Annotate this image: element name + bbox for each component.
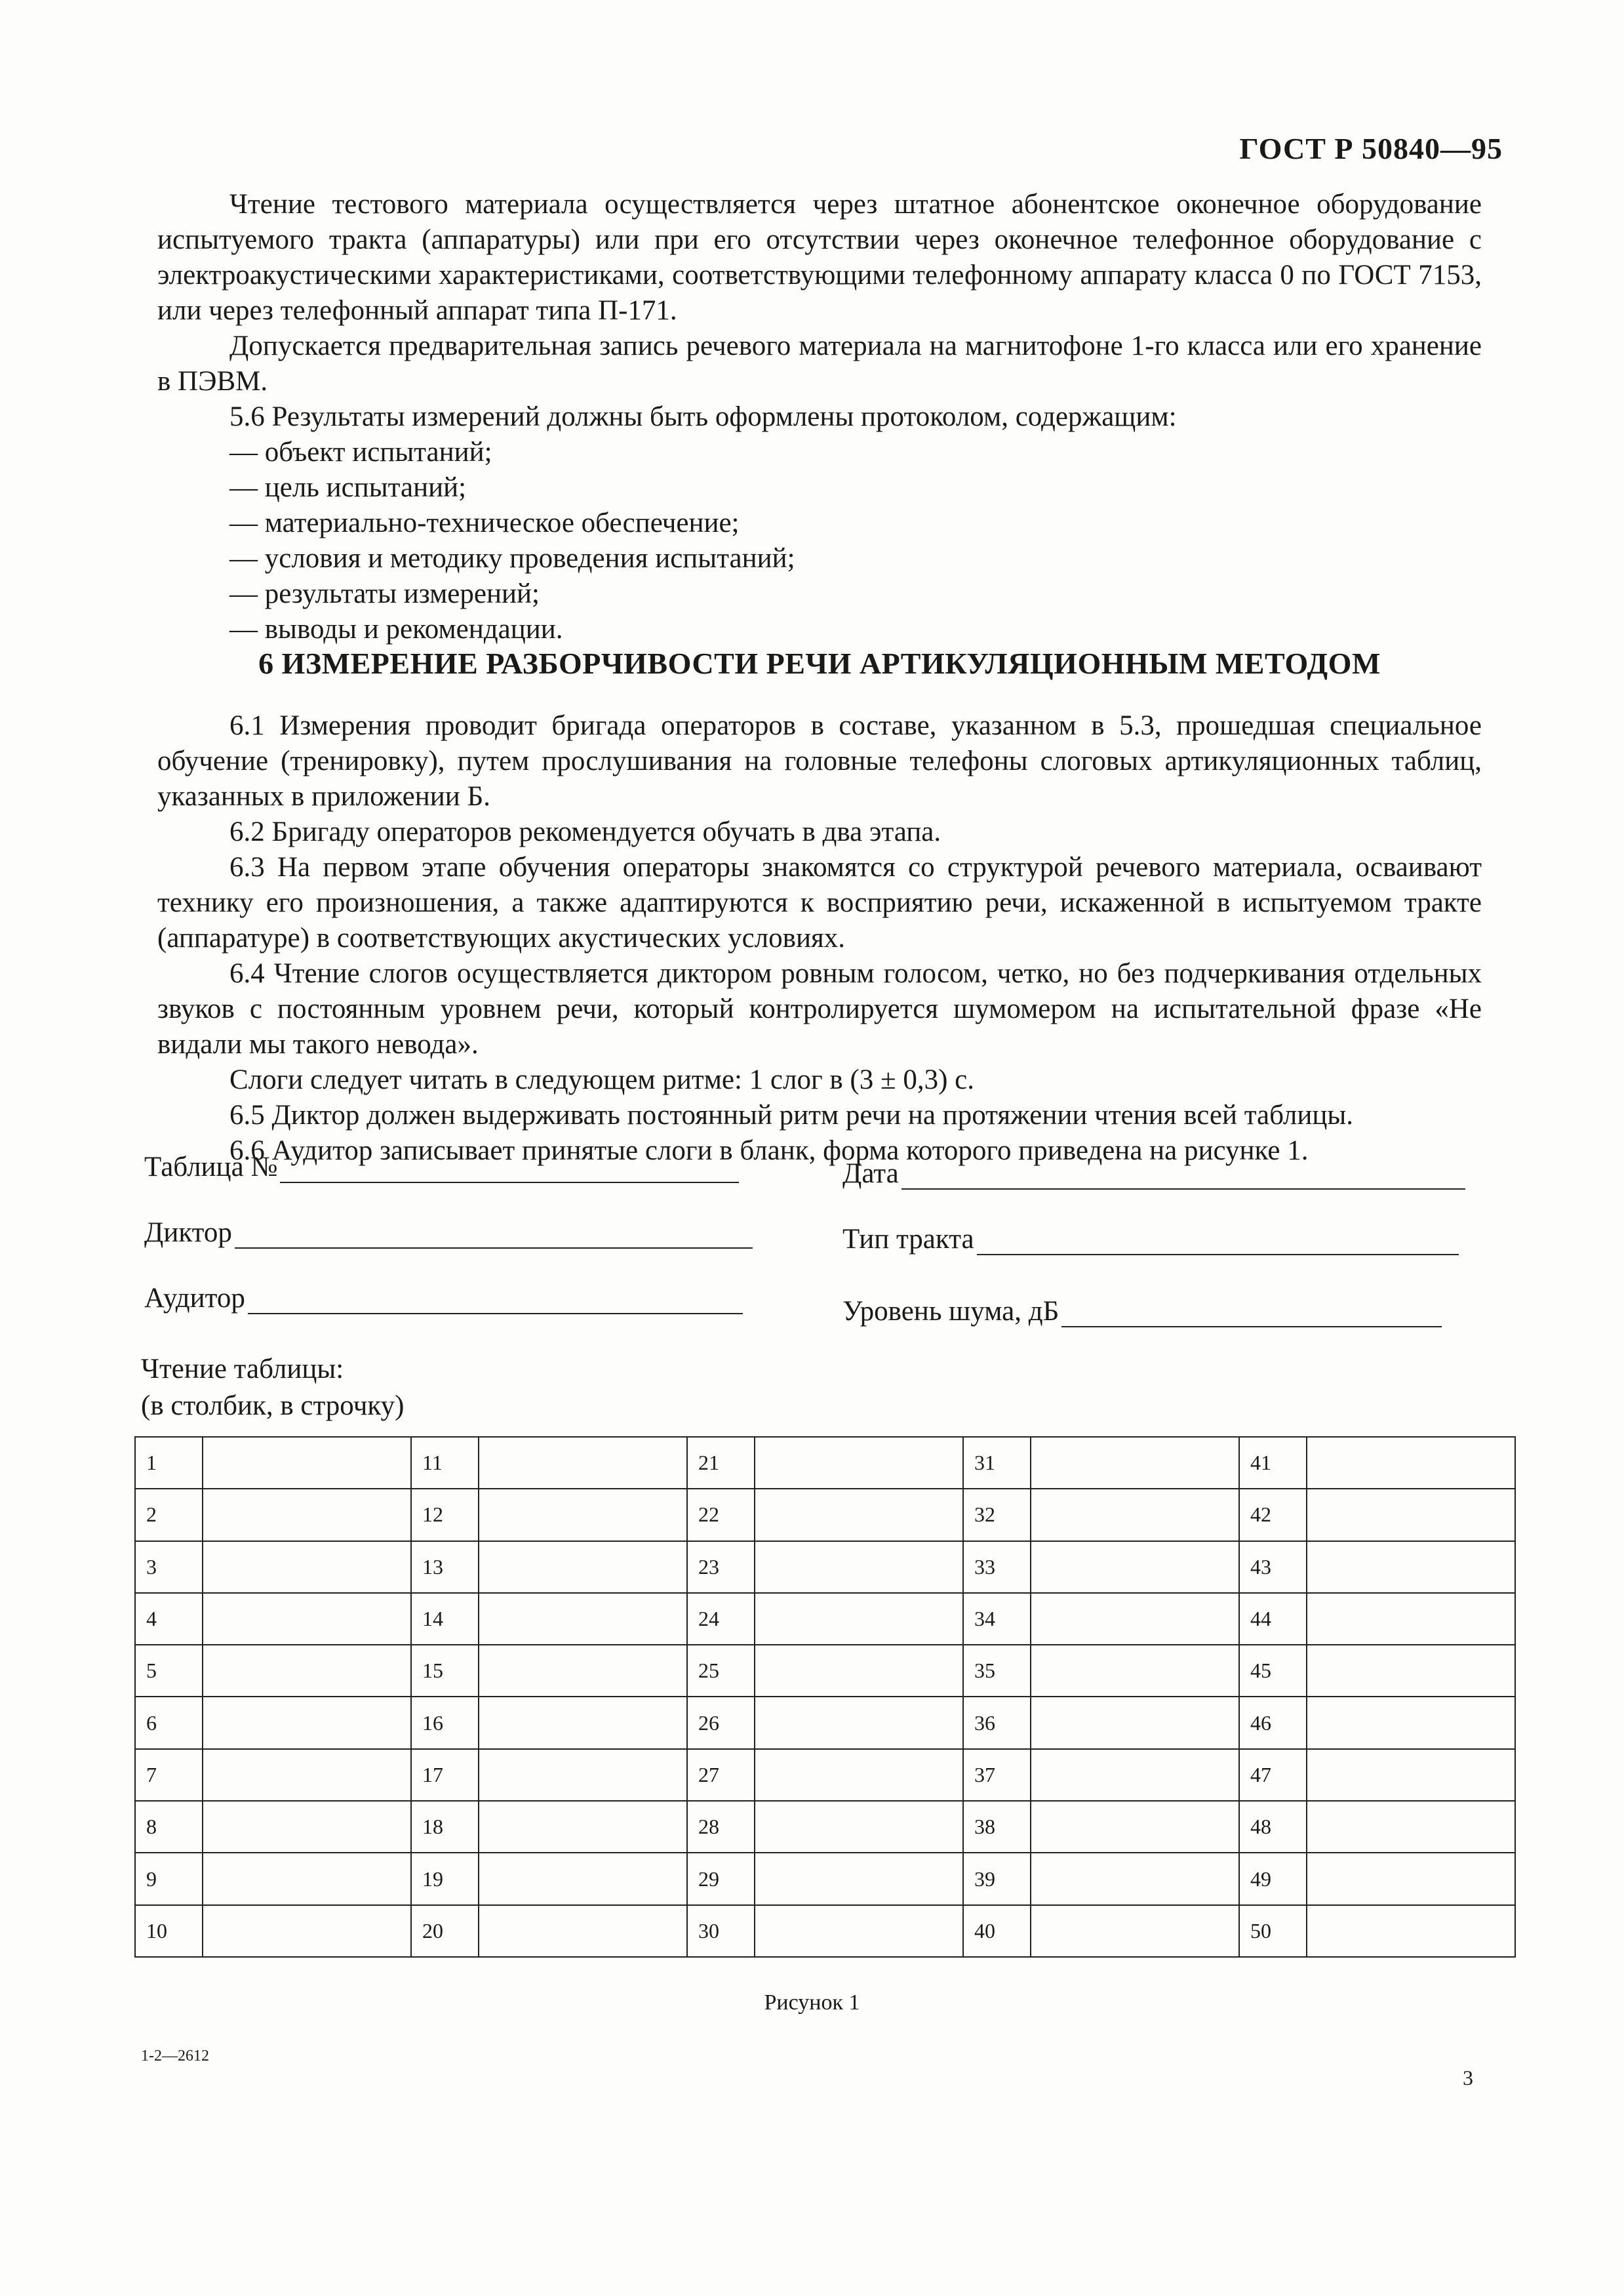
- syllable-answer-cell[interactable]: [203, 1437, 411, 1489]
- list-item: — выводы и рекомендации.: [229, 614, 563, 645]
- tract-type-label: Тип тракта: [842, 1224, 974, 1255]
- syllable-answer-cell[interactable]: [755, 1697, 963, 1748]
- syllable-answer-cell[interactable]: [1307, 1541, 1515, 1593]
- syllable-number: 47: [1239, 1749, 1307, 1801]
- list-item: — условия и методику проведения испытаний;: [229, 543, 795, 574]
- speaker-blank[interactable]: [235, 1221, 753, 1249]
- paragraph: 6.4 Чтение слогов осуществляется диктором ровным голосом, четко, но без подчеркивания отдельных звуков с постоянным уровнем речи, который контролируется шумомером на испытательной фразе «Не видали мы такого невода».: [157, 958, 1482, 1060]
- paragraph: 6.1 Измерения проводит бригада операторов в составе, указанном в 5.3, прошедшая специальное обучение (тренировку), путем прослушивания на головные телефоны слоговых артикуляционных таблиц, указанных в приложении Б.: [157, 710, 1482, 812]
- syllable-answer-cell[interactable]: [203, 1489, 411, 1541]
- syllable-table: [134, 1436, 1516, 1958]
- syllable-answer-cell[interactable]: [203, 1853, 411, 1904]
- syllable-answer-cell[interactable]: [755, 1437, 963, 1489]
- syllable-answer-cell[interactable]: [1031, 1801, 1239, 1853]
- syllable-answer-cell[interactable]: [1307, 1905, 1515, 1957]
- print-code: 1-2—2612: [141, 2047, 209, 2064]
- syllable-number: 22: [687, 1489, 755, 1541]
- grid-row: [135, 1489, 1515, 1541]
- syllable-answer-cell[interactable]: [1031, 1645, 1239, 1697]
- syllable-answer-cell[interactable]: [1307, 1489, 1515, 1541]
- syllable-number: 49: [1239, 1853, 1307, 1904]
- syllable-grid: [134, 1436, 1482, 1958]
- syllable-answer-cell[interactable]: [755, 1853, 963, 1904]
- grid-row: [135, 1541, 1515, 1593]
- syllable-answer-cell[interactable]: [203, 1801, 411, 1853]
- syllable-answer-cell[interactable]: [203, 1749, 411, 1801]
- syllable-number: 39: [963, 1853, 1031, 1904]
- syllable-answer-cell[interactable]: [1307, 1801, 1515, 1853]
- table-number-field: [144, 1151, 739, 1183]
- syllable-number: 28: [687, 1801, 755, 1853]
- tract-type-field: [842, 1223, 1459, 1255]
- syllable-number: 38: [963, 1801, 1031, 1853]
- noise-level-field: [842, 1295, 1442, 1327]
- syllable-answer-cell[interactable]: [479, 1749, 687, 1801]
- syllable-answer-cell[interactable]: [203, 1593, 411, 1645]
- syllable-answer-cell[interactable]: [479, 1905, 687, 1957]
- syllable-number: 6: [135, 1697, 203, 1748]
- paragraph: 6.3 На первом этапе обучения операторы знакомятся со структурой речевого материала, осваивают технику его произношения, а также адаптируются к восприятию речи, искаженной в испытуемом тракте (аппаратуре) в соответствующих акустических условиях.: [157, 852, 1482, 954]
- paragraph: 6.5 Диктор должен выдерживать постоянный ритм речи на протяжении чтения всей таблицы.: [229, 1100, 1354, 1131]
- syllable-answer-cell[interactable]: [755, 1489, 963, 1541]
- grid-row: [135, 1801, 1515, 1853]
- syllable-answer-cell[interactable]: [1031, 1541, 1239, 1593]
- syllable-number: 27: [687, 1749, 755, 1801]
- syllable-answer-cell[interactable]: [755, 1541, 963, 1593]
- syllable-number: 5: [135, 1645, 203, 1697]
- syllable-number: 44: [1239, 1593, 1307, 1645]
- figure-caption: Рисунок 1: [764, 1990, 860, 2015]
- noise-level-label: Уровень шума, дБ: [842, 1296, 1060, 1327]
- date-blank[interactable]: [901, 1162, 1465, 1190]
- table-number-blank[interactable]: [280, 1156, 739, 1183]
- syllable-answer-cell[interactable]: [1031, 1489, 1239, 1541]
- auditor-blank[interactable]: [248, 1287, 743, 1314]
- syllable-answer-cell[interactable]: [1307, 1645, 1515, 1697]
- syllable-number: 43: [1239, 1541, 1307, 1593]
- syllable-answer-cell[interactable]: [479, 1593, 687, 1645]
- grid-row: [135, 1437, 1515, 1489]
- syllable-answer-cell[interactable]: [1307, 1437, 1515, 1489]
- syllable-number: 31: [963, 1437, 1031, 1489]
- syllable-number: 32: [963, 1489, 1031, 1541]
- syllable-number: 2: [135, 1489, 203, 1541]
- syllable-number: 12: [411, 1489, 479, 1541]
- table-number-label: Таблица №: [144, 1152, 278, 1182]
- grid-row: [135, 1697, 1515, 1748]
- syllable-answer-cell[interactable]: [479, 1801, 687, 1853]
- syllable-number: 34: [963, 1593, 1031, 1645]
- section-title: 6 ИЗМЕРЕНИЕ РАЗБОРЧИВОСТИ РЕЧИ АРТИКУЛЯЦИОННЫМ МЕТОДОМ: [258, 647, 1381, 680]
- syllable-number: 37: [963, 1749, 1031, 1801]
- date-field: [842, 1158, 1465, 1190]
- syllable-answer-cell[interactable]: [1307, 1853, 1515, 1904]
- paragraph: Допускается предварительная запись речевого материала на магнитофоне 1-го класса или его хранение в ПЭВМ.: [157, 331, 1482, 397]
- syllable-answer-cell[interactable]: [755, 1801, 963, 1853]
- syllable-answer-cell[interactable]: [755, 1749, 963, 1801]
- syllable-number: 25: [687, 1645, 755, 1697]
- syllable-number: 11: [411, 1437, 479, 1489]
- grid-row: [135, 1593, 1515, 1645]
- syllable-number: 19: [411, 1853, 479, 1904]
- syllable-number: 10: [135, 1905, 203, 1957]
- syllable-answer-cell[interactable]: [479, 1437, 687, 1489]
- syllable-answer-cell[interactable]: [479, 1541, 687, 1593]
- syllable-number: 7: [135, 1749, 203, 1801]
- grid-row: [135, 1905, 1515, 1957]
- protocol-contents-list: [157, 435, 1482, 647]
- syllable-answer-cell[interactable]: [755, 1905, 963, 1957]
- syllable-answer-cell[interactable]: [479, 1853, 687, 1904]
- date-label: Дата: [842, 1158, 899, 1189]
- syllable-number: 13: [411, 1541, 479, 1593]
- list-item: — результаты измерений;: [229, 578, 540, 609]
- syllable-number: 16: [411, 1697, 479, 1748]
- syllable-answer-cell[interactable]: [1031, 1697, 1239, 1748]
- syllable-number: 8: [135, 1801, 203, 1853]
- syllable-answer-cell[interactable]: [755, 1645, 963, 1697]
- syllable-answer-cell[interactable]: [1307, 1593, 1515, 1645]
- syllable-number: 35: [963, 1645, 1031, 1697]
- syllable-number: 45: [1239, 1645, 1307, 1697]
- syllable-number: 50: [1239, 1905, 1307, 1957]
- syllable-number: 40: [963, 1905, 1031, 1957]
- syllable-answer-cell[interactable]: [1031, 1905, 1239, 1957]
- syllable-number: 21: [687, 1437, 755, 1489]
- syllable-number: 30: [687, 1905, 755, 1957]
- syllable-answer-cell[interactable]: [203, 1645, 411, 1697]
- syllable-number: 41: [1239, 1437, 1307, 1489]
- syllable-number: 1: [135, 1437, 203, 1489]
- paragraph: 6.6 Аудитор записывает принятые слоги в бланк, форма которого приведена на рисунке 1.: [229, 1135, 1309, 1166]
- syllable-number: 23: [687, 1541, 755, 1593]
- auditor-label: Аудитор: [144, 1283, 245, 1314]
- syllable-answer-cell[interactable]: [1307, 1749, 1515, 1801]
- reading-order-options: (в столбик, в строчку): [141, 1390, 405, 1421]
- syllable-answer-cell[interactable]: [1031, 1593, 1239, 1645]
- syllable-number: 9: [135, 1853, 203, 1904]
- syllable-answer-cell[interactable]: [1031, 1749, 1239, 1801]
- syllable-number: 46: [1239, 1697, 1307, 1748]
- page-number: 3: [1463, 2066, 1473, 2089]
- syllable-number: 29: [687, 1853, 755, 1904]
- reading-order-label: [141, 1351, 404, 1424]
- grid-row: [135, 1853, 1515, 1904]
- paragraph: Чтение тестового материала осуществляется через штатное абонентское оконечное оборудование испытуемого тракта (аппаратуры) или при его отсутствии через оконечное телефонное оборудование с электроакустическими характеристиками, соответствующими телефонному аппарату класса 0 по ГОСТ 7153, или через телефонный аппарат типа П-171.: [157, 189, 1482, 326]
- speaker-label: Диктор: [144, 1217, 232, 1248]
- list-item: — цель испытаний;: [229, 472, 467, 503]
- syllable-number: 4: [135, 1593, 203, 1645]
- speaker-field: [144, 1217, 753, 1249]
- list-item: — материально-техническое обеспечение;: [229, 508, 740, 538]
- syllable-answer-cell[interactable]: [1031, 1437, 1239, 1489]
- syllable-number: 36: [963, 1697, 1031, 1748]
- syllable-number: 48: [1239, 1801, 1307, 1853]
- syllable-answer-cell[interactable]: [1031, 1853, 1239, 1904]
- syllable-number: 20: [411, 1905, 479, 1957]
- syllable-number: 3: [135, 1541, 203, 1593]
- syllable-number: 15: [411, 1645, 479, 1697]
- section-text: [157, 708, 1482, 1169]
- paragraph: 6.2 Бригаду операторов рекомендуется обучать в два этапа.: [229, 816, 941, 847]
- noise-level-blank[interactable]: [1061, 1300, 1442, 1327]
- tract-type-blank[interactable]: [977, 1228, 1459, 1255]
- paragraph: Слоги следует читать в следующем ритме: 1 слог в (3 ± 0,3) с.: [229, 1064, 974, 1095]
- paragraph: 5.6 Результаты измерений должны быть оформлены протоколом, содержащим:: [229, 401, 1177, 432]
- grid-row: [135, 1749, 1515, 1801]
- syllable-answer-cell[interactable]: [479, 1697, 687, 1748]
- intro-text: [157, 187, 1482, 647]
- syllable-answer-cell[interactable]: [479, 1489, 687, 1541]
- list-item: — объект испытаний;: [229, 437, 492, 468]
- reading-order-title: Чтение таблицы:: [141, 1354, 344, 1384]
- syllable-answer-cell[interactable]: [755, 1593, 963, 1645]
- syllable-answer-cell[interactable]: [479, 1645, 687, 1697]
- syllable-number: 42: [1239, 1489, 1307, 1541]
- syllable-number: 24: [687, 1593, 755, 1645]
- syllable-number: 14: [411, 1593, 479, 1645]
- syllable-answer-cell[interactable]: [203, 1697, 411, 1748]
- syllable-answer-cell[interactable]: [1307, 1697, 1515, 1748]
- syllable-number: 26: [687, 1697, 755, 1748]
- syllable-number: 17: [411, 1749, 479, 1801]
- auditor-field: [144, 1282, 743, 1314]
- grid-row: [135, 1645, 1515, 1697]
- syllable-number: 18: [411, 1801, 479, 1853]
- syllable-number: 33: [963, 1541, 1031, 1593]
- syllable-answer-cell[interactable]: [203, 1541, 411, 1593]
- standard-code: ГОСТ Р 50840—95: [1239, 132, 1503, 165]
- syllable-answer-cell[interactable]: [203, 1905, 411, 1957]
